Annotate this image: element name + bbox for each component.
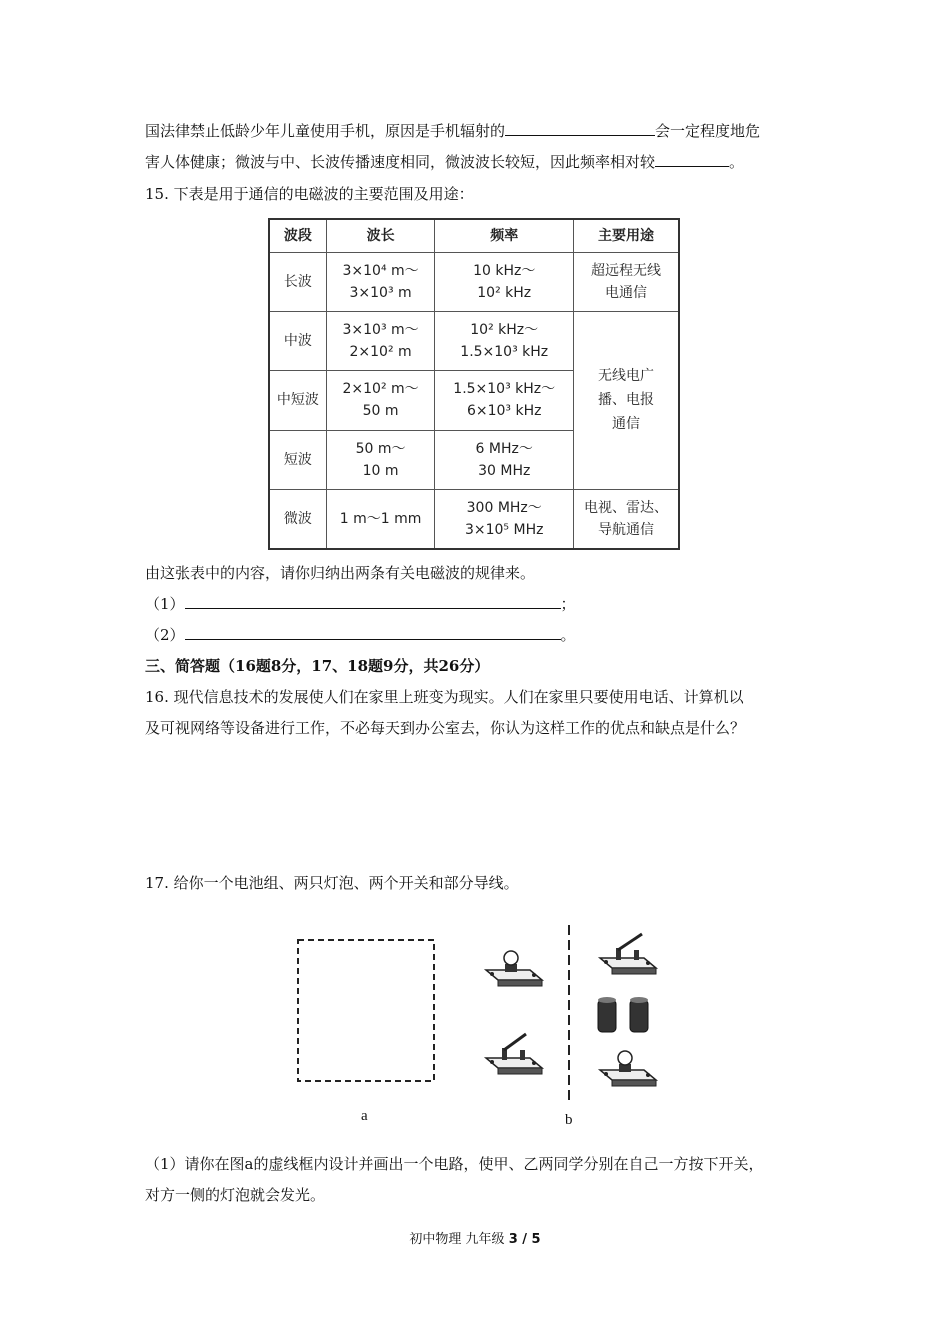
bulb-icon — [600, 1051, 656, 1086]
page-footer: 初中物理 九年级 3 / 5 — [409, 1232, 541, 1247]
cell-band: 微波 — [269, 489, 326, 549]
cell-wavelength: 1 m～1 mm — [326, 489, 435, 549]
cell-frequency: 1.5×10³ kHz～ 6×10³ kHz — [435, 371, 574, 430]
table-row — [269, 312, 679, 371]
answer-blank[interactable] — [185, 592, 561, 609]
q15-item-2: （2） 。 — [145, 623, 810, 647]
table-header-row — [269, 219, 679, 253]
cell-frequency: 6 MHz～ 30 MHz — [435, 430, 574, 489]
header-use: 主要用途 — [574, 219, 680, 253]
figure-label-a: a — [361, 1108, 368, 1124]
cell-wavelength: 3×10³ m～ 2×10² m — [326, 312, 435, 371]
cell-use: 超远程无线电通信 — [574, 253, 680, 312]
header-frequency: 频率 — [435, 219, 574, 253]
switch-icon — [600, 934, 656, 974]
q17-part1-line-2: 对方一侧的灯泡就会发光。 — [145, 1186, 326, 1204]
cell-wavelength: 50 m～ 10 m — [326, 430, 435, 489]
cell-frequency: 10² kHz～ 1.5×10³ kHz — [435, 312, 574, 371]
header-wavelength: 波长 — [326, 219, 435, 253]
bulb-icon — [486, 951, 542, 986]
intro-line-1: 国法律禁止低龄少年儿童使用手机，原因是手机辐射的 会一定程度地危 — [145, 119, 810, 143]
cell-use: 无线电广播、电报通信 — [574, 312, 680, 490]
table-row — [269, 253, 679, 312]
q15-prompt: 由这张表中的内容，请你归纳出两条有关电磁波的规律来。 — [145, 564, 536, 582]
page-number: 3 / 5 — [508, 1232, 541, 1247]
cell-frequency: 10 kHz～ 10² kHz — [435, 253, 574, 312]
switch-icon — [486, 1034, 542, 1074]
cell-band: 中短波 — [269, 371, 326, 430]
table-row — [269, 489, 679, 549]
section-heading: 三、简答题（16题8分，17、18题9分，共26分） — [145, 657, 490, 675]
intro-line-2: 害人体健康；微波与中、长波传播速度相同，微波波长较短，因此频率相对较 。 — [145, 150, 810, 174]
q15-item-1: （1） ； — [145, 592, 810, 616]
q16-line-1: 16. 现代信息技术的发展使人们在家里上班变为现实。人们在家里只要使用电话、计算机以 — [145, 688, 744, 706]
cell-use: 电视、雷达、导航通信 — [574, 489, 680, 549]
q15-title: 15. 下表是用于通信的电磁波的主要范围及用途： — [145, 185, 474, 203]
answer-blank[interactable] — [505, 119, 655, 136]
cell-band: 长波 — [269, 253, 326, 312]
cell-band: 中波 — [269, 312, 326, 371]
q17-title: 17. 给你一个电池组、两只灯泡、两个开关和部分导线。 — [145, 874, 519, 892]
cell-wavelength: 2×10² m～ 50 m — [326, 371, 435, 430]
battery-icon — [598, 997, 648, 1032]
answer-blank[interactable] — [655, 150, 729, 167]
cell-band: 短波 — [269, 430, 326, 489]
circuit-figure — [280, 920, 680, 1110]
header-band: 波段 — [269, 219, 326, 253]
answer-blank[interactable] — [185, 623, 561, 640]
q16-line-2: 及可视网络等设备进行工作，不必每天到办公室去，你认为这样工作的优点和缺点是什么？ — [145, 719, 746, 737]
dashed-design-box[interactable] — [298, 940, 434, 1081]
cell-wavelength: 3×10⁴ m～ 3×10³ m — [326, 253, 435, 312]
q17-part1-line-1: （1）请你在图a的虚线框内设计并画出一个电路，使甲、乙两同学分别在自己一方按下开关， — [145, 1155, 764, 1173]
figure-label-b: b — [565, 1112, 573, 1128]
wave-table — [268, 218, 680, 550]
cell-frequency: 300 MHz～ 3×10⁵ MHz — [435, 489, 574, 549]
